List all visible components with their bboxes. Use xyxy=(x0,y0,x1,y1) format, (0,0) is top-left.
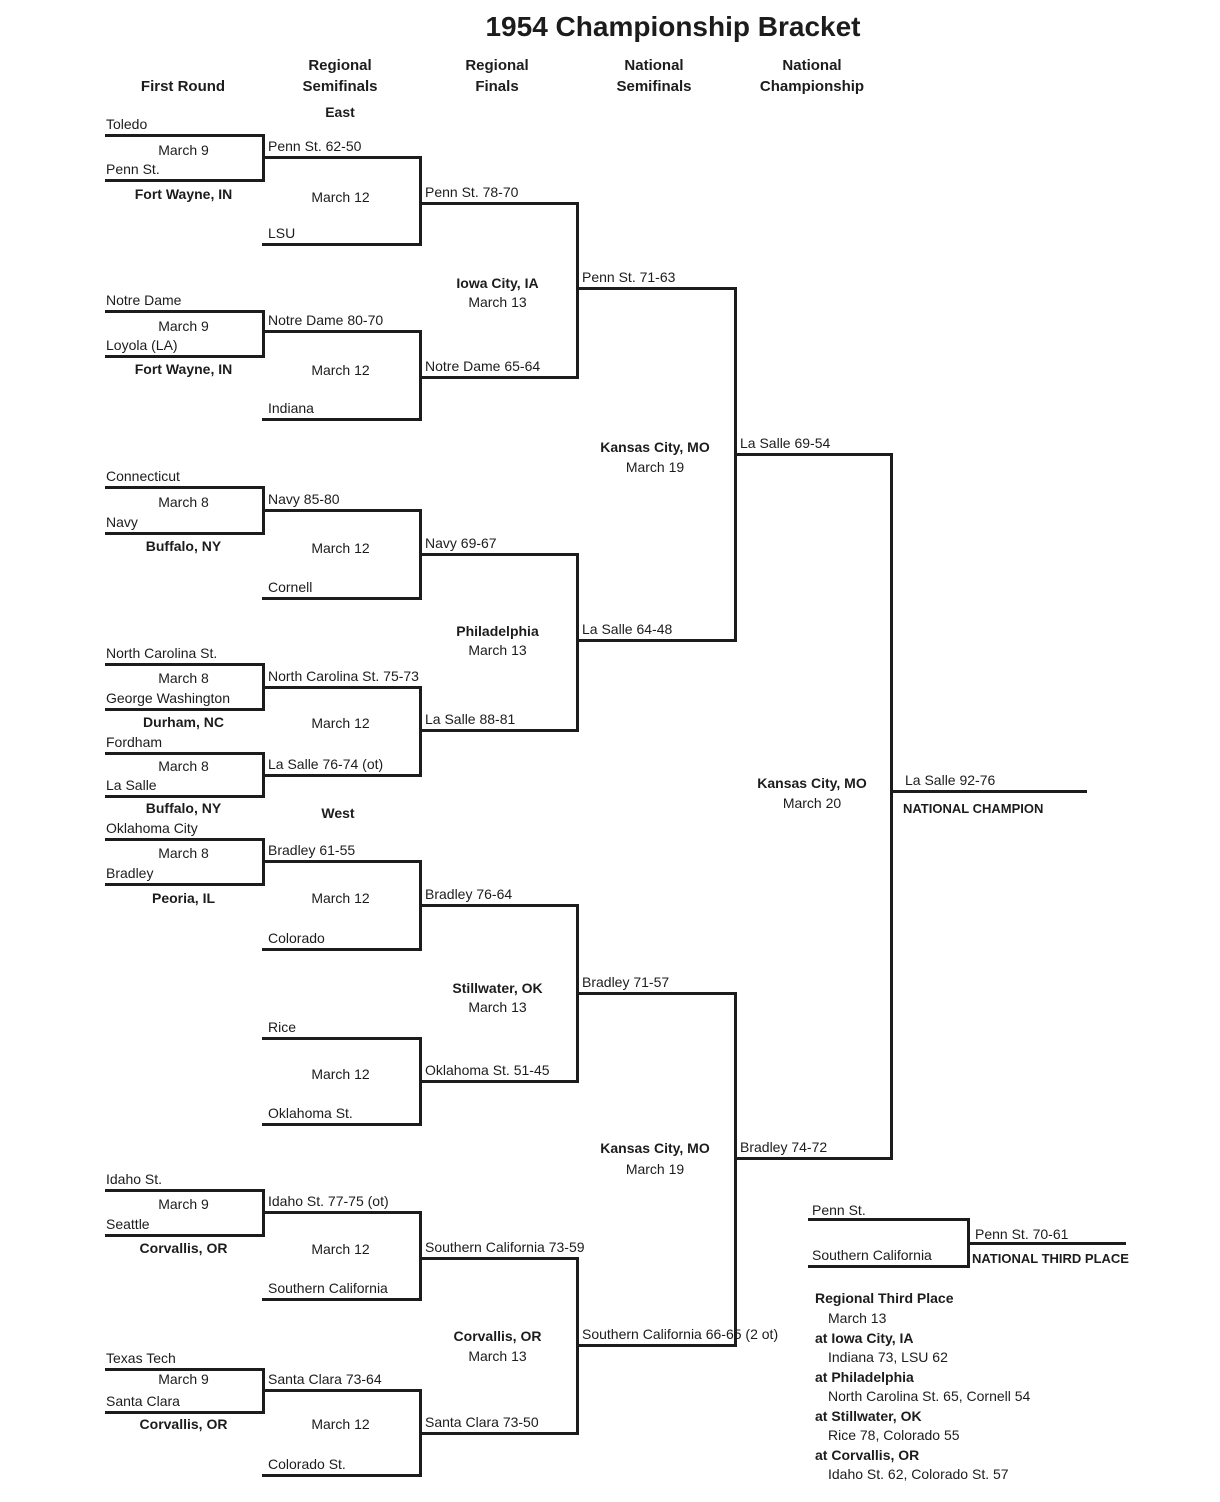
bracket-line xyxy=(262,1389,422,1392)
regional-third-place-date: March 13 xyxy=(828,1310,887,1326)
bracket-line xyxy=(105,752,265,755)
national-third-place-label: NATIONAL THIRD PLACE xyxy=(972,1251,1129,1266)
game-venue: Fort Wayne, IN xyxy=(134,186,233,202)
team-name: Colorado St. xyxy=(268,1456,346,1472)
bracket-line xyxy=(419,202,579,205)
game-winner: Bradley 76-64 xyxy=(425,886,513,902)
bracket-line xyxy=(262,1123,422,1126)
team-name: Oklahoma St. xyxy=(268,1105,353,1121)
third-place-game-result: Rice 78, Colorado 55 xyxy=(828,1427,960,1443)
bracket-line xyxy=(262,1211,422,1214)
third-place-game-result: Idaho St. 62, Colorado St. 57 xyxy=(828,1466,1009,1482)
team-name: North Carolina St. xyxy=(106,645,218,661)
bracket-line xyxy=(576,639,737,642)
column-header-national-semifinals-line2: Semifinals xyxy=(616,78,692,95)
game-date: March 12 xyxy=(311,715,370,731)
bracket-line xyxy=(105,486,265,489)
bracket-line xyxy=(105,838,265,841)
bracket-line xyxy=(105,795,265,798)
game-date: March 12 xyxy=(311,1416,370,1432)
team-name: Loyola (LA) xyxy=(106,337,178,353)
game-venue: Corvallis, OR xyxy=(453,1328,542,1344)
game-winner: Southern California 73-59 xyxy=(425,1239,585,1255)
team-name: Connecticut xyxy=(106,468,180,484)
third-place-game-venue: at Corvallis, OR xyxy=(815,1447,920,1463)
game-venue: Durham, NC xyxy=(143,714,224,730)
page-title: 1954 Championship Bracket xyxy=(485,11,861,42)
game-date: March 9 xyxy=(158,1196,209,1212)
team-name: Rice xyxy=(268,1019,297,1035)
bracket-line xyxy=(576,553,579,732)
bracket-line xyxy=(262,509,422,512)
bracket-line xyxy=(419,1211,422,1301)
champion-score: La Salle 92-76 xyxy=(905,772,996,788)
bracket-line xyxy=(419,376,579,379)
game-venue: Kansas City, MO xyxy=(600,439,710,455)
game-date: March 9 xyxy=(158,318,209,334)
game-venue: Kansas City, MO xyxy=(757,775,867,791)
team-name: La Salle xyxy=(106,777,157,793)
bracket-line xyxy=(576,202,579,379)
game-date: March 13 xyxy=(468,294,527,310)
game-date: March 12 xyxy=(311,1066,370,1082)
column-header-national-semifinals-line1: National xyxy=(624,57,684,74)
game-date: March 19 xyxy=(625,1161,685,1177)
game-date: March 9 xyxy=(158,142,209,158)
game-date: March 12 xyxy=(311,890,370,906)
team-name: Penn St. xyxy=(106,161,160,177)
game-date: March 8 xyxy=(158,758,209,774)
column-header-regional-semifinals-line2: Semifinals xyxy=(302,78,378,95)
team-name: Bradley xyxy=(106,865,154,881)
bracket-line xyxy=(419,156,422,246)
regional-third-place-heading: Regional Third Place xyxy=(815,1290,954,1306)
game-winner: Idaho St. 77-75 (ot) xyxy=(268,1193,389,1209)
bracket-line xyxy=(419,1432,579,1435)
bracket-line xyxy=(262,1474,422,1477)
game-winner: Oklahoma St. 51-45 xyxy=(425,1062,550,1078)
team-name: Cornell xyxy=(268,579,313,595)
bracket-line xyxy=(419,1080,579,1083)
bracket-line xyxy=(105,708,265,711)
game-venue: Iowa City, IA xyxy=(456,275,539,291)
bracket-line xyxy=(734,992,737,1347)
region-label-east: East xyxy=(325,104,355,120)
game-venue: Peoria, IL xyxy=(151,890,216,906)
bracket-line xyxy=(734,1157,893,1160)
bracket-line xyxy=(419,729,579,732)
game-date: March 19 xyxy=(625,459,685,475)
game-date: March 13 xyxy=(468,1348,527,1364)
game-winner: Southern California 66-65 (2 ot) xyxy=(582,1326,779,1342)
bracket-line xyxy=(105,1411,265,1414)
bracket-line xyxy=(105,179,265,182)
game-winner: Bradley 61-55 xyxy=(268,842,356,858)
bracket-line xyxy=(105,134,265,137)
bracket-line xyxy=(576,287,737,290)
team-name: George Washington xyxy=(106,690,230,706)
bracket-line xyxy=(734,453,893,456)
bracket-line xyxy=(576,1344,737,1347)
team-name: Notre Dame xyxy=(106,292,182,308)
bracket-line xyxy=(105,1189,265,1192)
column-header-national-championship-line1: National xyxy=(782,57,842,74)
bracket-line xyxy=(576,992,737,995)
column-header-regional-semifinals-line1: Regional xyxy=(308,57,372,74)
team-name: Oklahoma City xyxy=(106,820,198,836)
team-name: Fordham xyxy=(106,734,163,750)
game-winner: Notre Dame 65-64 xyxy=(425,358,541,374)
bracket-line xyxy=(262,597,422,600)
game-date: March 13 xyxy=(468,999,527,1015)
bracket-line xyxy=(262,948,422,951)
column-header-regional-finals-line1: Regional xyxy=(465,57,529,74)
team-name: Toledo xyxy=(106,116,148,132)
bracket-line xyxy=(262,774,422,777)
game-venue: Corvallis, OR xyxy=(139,1416,228,1432)
bracket-line xyxy=(419,904,579,907)
game-winner: North Carolina St. 75-73 xyxy=(268,668,419,684)
bracket-line xyxy=(105,355,265,358)
game-venue: Fort Wayne, IN xyxy=(134,361,233,377)
bracket-line xyxy=(262,1298,422,1301)
bracket-line xyxy=(262,860,422,863)
game-date: March 12 xyxy=(311,189,370,205)
bracket-line xyxy=(262,330,422,333)
game-winner: Notre Dame 80-70 xyxy=(268,312,384,328)
game-winner: Bradley 71-57 xyxy=(582,974,670,990)
bracket-line xyxy=(105,663,265,666)
game-date: March 12 xyxy=(311,540,370,556)
column-header-first-round: First Round xyxy=(140,78,226,95)
third-place-game-venue: at Philadelphia xyxy=(815,1369,914,1385)
game-winner: La Salle 64-48 xyxy=(582,621,673,637)
game-date: March 13 xyxy=(468,642,527,658)
game-date: March 8 xyxy=(158,845,209,861)
bracket-line xyxy=(808,1265,970,1268)
game-date: March 20 xyxy=(782,795,842,811)
bracket-line xyxy=(105,310,265,313)
game-winner: La Salle 76-74 (ot) xyxy=(268,756,384,772)
game-venue: Buffalo, NY xyxy=(145,800,222,816)
bracket-line xyxy=(262,1037,422,1040)
bracket-line xyxy=(105,532,265,535)
column-header-national-championship-line2: Championship xyxy=(759,78,865,95)
team-name: Idaho St. xyxy=(106,1171,163,1187)
bracket-line xyxy=(419,1257,579,1260)
game-winner: Penn St. 71-63 xyxy=(582,269,676,285)
game-winner: Bradley 74-72 xyxy=(740,1139,828,1155)
team-name: LSU xyxy=(268,225,296,241)
team-name: Santa Clara xyxy=(106,1393,180,1409)
bracket-line xyxy=(105,883,265,886)
third-place-game-result: Indiana 73, LSU 62 xyxy=(828,1349,948,1365)
third-place-game-venue: at Stillwater, OK xyxy=(815,1408,922,1424)
team-name: Indiana xyxy=(268,400,314,416)
bracket-line xyxy=(734,287,737,642)
game-date: March 9 xyxy=(158,1371,209,1387)
game-date: March 8 xyxy=(158,670,209,686)
bracket-line xyxy=(262,418,422,421)
game-date: March 12 xyxy=(311,1241,370,1257)
bracket-line xyxy=(262,156,422,159)
team-name: Penn St. xyxy=(812,1202,866,1218)
bracket-line xyxy=(419,553,579,556)
bracket-line xyxy=(105,1234,265,1237)
game-winner: Navy 69-67 xyxy=(425,535,497,551)
team-name: Colorado xyxy=(268,930,325,946)
third-place-game-result: North Carolina St. 65, Cornell 54 xyxy=(828,1388,1031,1404)
game-winner: Santa Clara 73-64 xyxy=(268,1371,382,1387)
team-name: Texas Tech xyxy=(106,1350,176,1366)
game-venue: Corvallis, OR xyxy=(139,1240,228,1256)
game-winner: Santa Clara 73-50 xyxy=(425,1414,539,1430)
team-name: Southern California xyxy=(268,1280,388,1296)
game-winner: Navy 85-80 xyxy=(268,491,340,507)
team-name: Southern California xyxy=(812,1247,932,1263)
game-winner: Penn St. 78-70 xyxy=(425,184,519,200)
game-winner: Penn St. 70-61 xyxy=(975,1226,1069,1242)
game-winner: Penn St. 62-50 xyxy=(268,138,362,154)
game-venue: Philadelphia xyxy=(456,623,539,639)
national-champion-label: NATIONAL CHAMPION xyxy=(903,801,1044,816)
game-winner: La Salle 88-81 xyxy=(425,711,516,727)
column-header-regional-finals-line2: Finals xyxy=(475,78,519,95)
bracket-line xyxy=(890,453,893,1160)
game-date: March 8 xyxy=(158,494,209,510)
champion-line xyxy=(890,790,1087,793)
bracket-line xyxy=(262,243,422,246)
game-venue: Buffalo, NY xyxy=(145,538,222,554)
game-venue: Kansas City, MO xyxy=(600,1140,710,1156)
game-venue: Stillwater, OK xyxy=(452,980,543,996)
team-name: Navy xyxy=(106,514,138,530)
game-date: March 12 xyxy=(311,362,370,378)
team-name: Seattle xyxy=(106,1216,150,1232)
region-label-west: West xyxy=(321,805,355,821)
bracket-line xyxy=(262,686,422,689)
bracket-line xyxy=(262,310,265,358)
game-winner: La Salle 69-54 xyxy=(740,435,831,451)
third-place-game-venue: at Iowa City, IA xyxy=(815,1330,914,1346)
